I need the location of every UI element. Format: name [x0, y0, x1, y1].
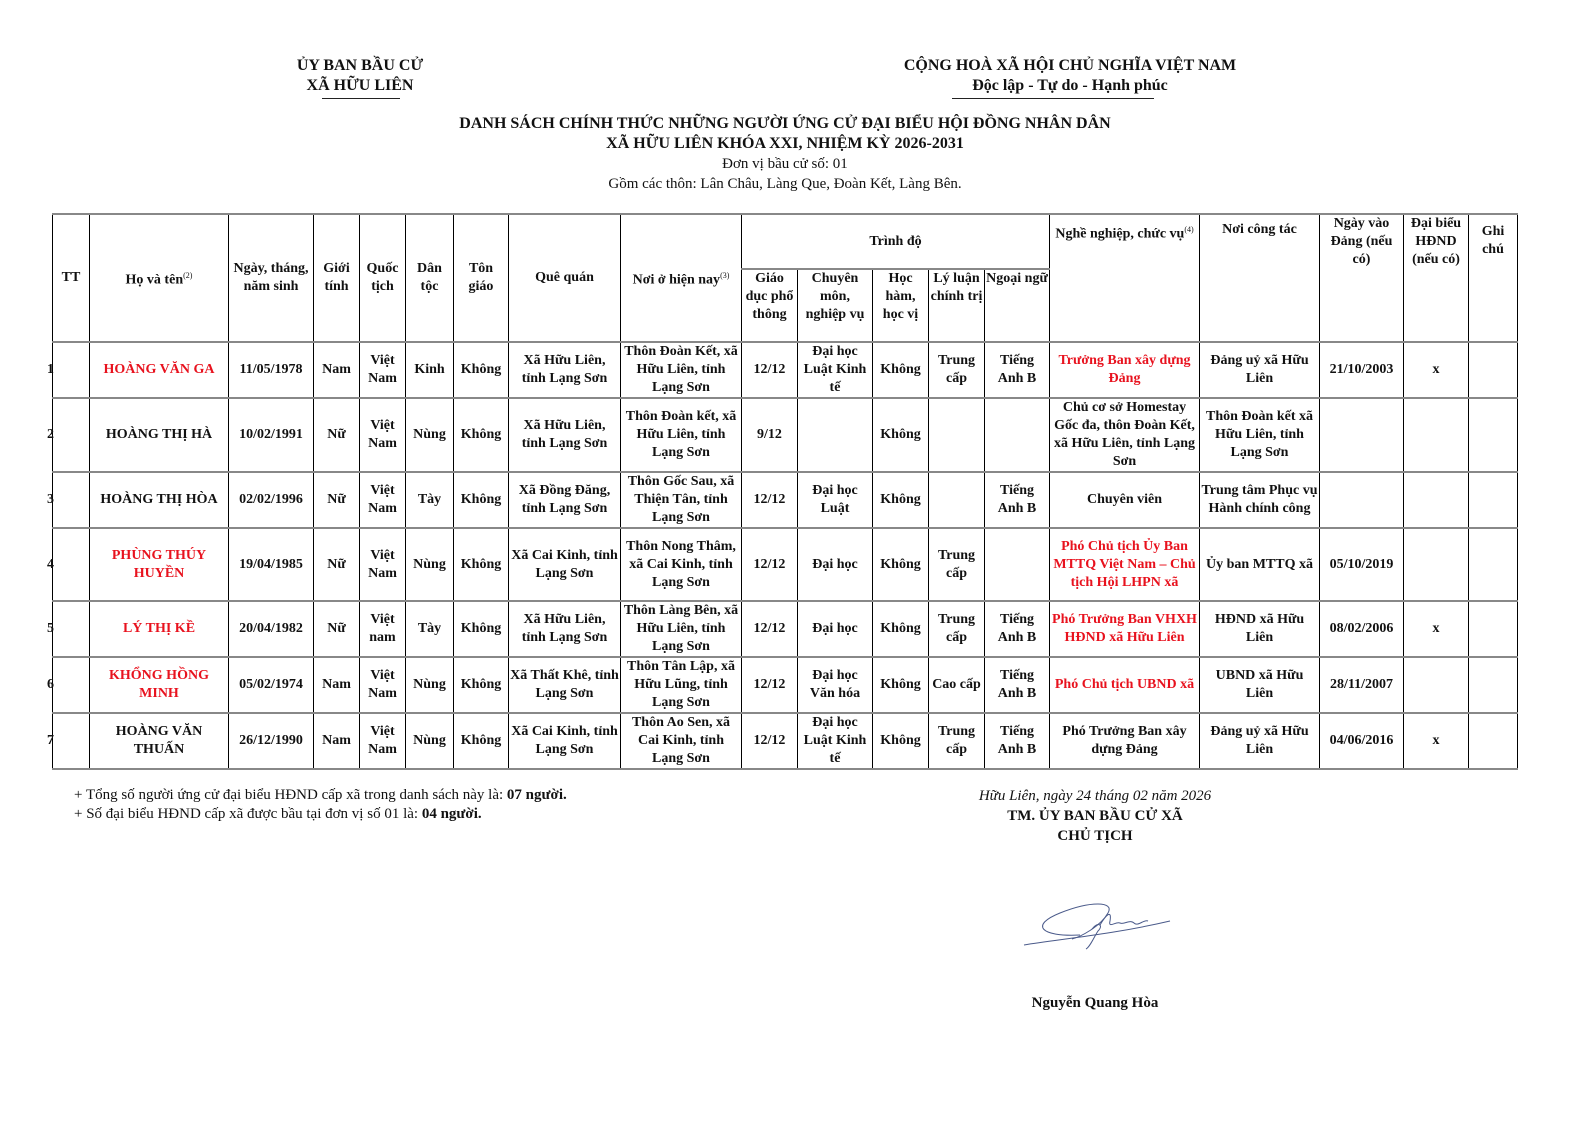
table-row	[53, 398, 1518, 472]
edu-political-cell: Cao cấp	[929, 657, 985, 713]
row-number-cell	[47, 657, 90, 713]
hometown-cell: Xã Đồng Đăng, tỉnh Lạng Sơn	[509, 472, 621, 528]
edu-language-cell: Tiếng Anh B	[985, 472, 1050, 528]
edu-degree-cell: Không	[873, 342, 929, 398]
note-total-text: + Tổng số người ứng cử đại biểu HĐND cấp xã trong danh sách này là:	[74, 787, 507, 803]
ethnicity-cell: Nùng	[406, 657, 454, 713]
party-join-date-cell: 21/10/2003	[1320, 342, 1404, 398]
edu-degree-cell: Không	[873, 601, 929, 657]
gender-cell: Nam	[314, 713, 360, 769]
residence-cell: Thôn Làng Bên, xã Hữu Liên, tỉnh Lạng Sơn	[621, 601, 742, 657]
candidate-name-cell: LÝ THỊ KỀ	[90, 601, 229, 657]
nationality-cell: Việt Nam	[360, 342, 406, 398]
row-number: 7	[47, 733, 54, 748]
edu-political-cell: Trung cấp	[929, 601, 985, 657]
nationality-cell: Việt nam	[360, 601, 406, 657]
signing-role: CHỦ TỊCH	[1057, 828, 1133, 844]
party-join-date-cell: 05/10/2019	[1320, 528, 1404, 601]
religion-cell: Không	[454, 528, 509, 601]
candidate-name-cell: PHÙNG THÚY HUYỀN	[90, 528, 229, 601]
edu-degree-cell: Không	[873, 398, 929, 472]
signer-name: Nguyễn Quang Hòa	[1031, 995, 1159, 1011]
occupation-cell: Phó Chủ tịch Ủy Ban MTTQ Việt Nam – Chủ tịch Hội LHPN xã	[1050, 528, 1200, 601]
nationality-cell: Việt Nam	[360, 528, 406, 601]
candidate-name-cell: HOÀNG VĂN GA	[90, 342, 229, 398]
table-row	[53, 713, 1518, 769]
note-cell	[1469, 472, 1518, 528]
row-number-cell	[47, 398, 90, 472]
ethnicity-cell: Nùng	[406, 528, 454, 601]
workplace-cell: Đảng uỷ xã Hữu Liên	[1200, 713, 1320, 769]
note-cell	[1469, 601, 1518, 657]
religion-cell: Không	[454, 657, 509, 713]
table-row	[53, 342, 1518, 398]
motto: Độc lập - Tự do - Hạnh phúc	[972, 77, 1168, 94]
edu-general-cell: 12/12	[742, 528, 798, 601]
candidate-name-cell: HOÀNG THỊ HÒA	[90, 472, 229, 528]
issuer-block	[250, 56, 470, 96]
issuer-underline	[322, 98, 400, 99]
header-edu-degree: Học hàm, học vị	[873, 269, 929, 342]
edu-degree-cell: Không	[873, 528, 929, 601]
edu-specialty-cell	[798, 398, 873, 472]
edu-degree-cell: Không	[873, 713, 929, 769]
electoral-unit: Đơn vị bầu cử số: 01	[722, 156, 848, 172]
edu-political-cell	[929, 472, 985, 528]
residence-cell: Thôn Đoàn kết, xã Hữu Liên, tỉnh Lạng Sơn	[621, 398, 742, 472]
candidate-table	[47, 213, 1518, 770]
villages: Gồm các thôn: Lân Châu, Làng Que, Đoàn Kết, Làng Bên.	[608, 176, 962, 192]
header-tt: TT	[53, 214, 90, 342]
row-number: 1	[47, 362, 54, 377]
header-residence-label: Nơi ở hiện nay	[632, 272, 721, 288]
ethnicity-cell: Tày	[406, 601, 454, 657]
note-seats-value: 04 người.	[421, 806, 482, 822]
candidate-rows	[47, 342, 1518, 769]
table-row	[53, 472, 1518, 528]
date-of-birth-cell: 26/12/1990	[229, 713, 314, 769]
edu-general-cell: 12/12	[742, 601, 798, 657]
occupation-cell: Trưởng Ban xây dựng Đảng	[1050, 342, 1200, 398]
table-row	[53, 657, 1518, 713]
hometown-cell: Xã Hữu Liên, tỉnh Lạng Sơn	[509, 398, 621, 472]
ethnicity-cell: Tày	[406, 472, 454, 528]
hdnd-member-cell: x	[1404, 713, 1469, 769]
header-dob: Ngày, tháng, năm sinh	[229, 214, 314, 342]
party-join-date-cell: 28/11/2007	[1320, 657, 1404, 713]
row-number-cell	[47, 713, 90, 769]
edu-general-cell: 12/12	[742, 713, 798, 769]
hometown-cell: Xã Thất Khê, tỉnh Lạng Sơn	[509, 657, 621, 713]
residence-cell: Thôn Ao Sen, xã Cai Kinh, tỉnh Lạng Sơn	[621, 713, 742, 769]
hdnd-member-cell	[1404, 398, 1469, 472]
header-occupation-label: Nghề nghiệp, chức vụ	[1055, 226, 1185, 242]
note-total-candidates	[74, 786, 774, 805]
residence-cell: Thôn Gốc Sau, xã Thiện Tân, tỉnh Lạng Sơn	[621, 472, 742, 528]
row-number: 3	[47, 492, 54, 507]
issuer-line2: XÃ HỮU LIÊN	[306, 77, 414, 94]
row-number: 6	[47, 677, 54, 692]
residence-cell: Thôn Tân Lập, xã Hữu Lũng, tỉnh Lạng Sơn	[621, 657, 742, 713]
occupation-cell: Phó Trưởng Ban xây dựng Đảng	[1050, 713, 1200, 769]
nationality-cell: Việt Nam	[360, 657, 406, 713]
residence-cell: Thôn Nong Thâm, xã Cai Kinh, tỉnh Lạng Sơn	[621, 528, 742, 601]
gender-cell: Nữ	[314, 472, 360, 528]
ethnicity-cell: Kinh	[406, 342, 454, 398]
footnote-2: (2)	[183, 270, 193, 280]
ethnicity-cell: Nùng	[406, 713, 454, 769]
date-of-birth-cell: 02/02/1996	[229, 472, 314, 528]
hometown-cell: Xã Cai Kinh, tỉnh Lạng Sơn	[509, 713, 621, 769]
nationality-cell: Việt Nam	[360, 398, 406, 472]
header-ethnicity: Dân tộc	[406, 214, 454, 342]
header-education: Trình độ	[742, 214, 1050, 269]
religion-cell: Không	[454, 398, 509, 472]
religion-cell: Không	[454, 713, 509, 769]
edu-political-cell: Trung cấp	[929, 528, 985, 601]
row-number: 2	[47, 427, 54, 442]
note-cell	[1469, 657, 1518, 713]
note-cell	[1469, 398, 1518, 472]
occupation-cell: Chuyên viên	[1050, 472, 1200, 528]
residence-cell: Thôn Đoàn Kết, xã Hữu Liên, tỉnh Lạng Sơn	[621, 342, 742, 398]
row-number-cell	[47, 528, 90, 601]
workplace-cell: Thôn Đoàn kết xã Hữu Liên, tỉnh Lạng Sơn	[1200, 398, 1320, 472]
date-of-birth-cell: 19/04/1985	[229, 528, 314, 601]
edu-specialty-cell: Đại học	[798, 528, 873, 601]
gender-cell: Nam	[314, 657, 360, 713]
title-line2: XÃ HỮU LIÊN KHÓA XXI, NHIỆM KỲ 2026-2031	[606, 135, 964, 152]
candidate-name-cell: KHỔNG HỒNG MINH	[90, 657, 229, 713]
edu-language-cell: Tiếng Anh B	[985, 601, 1050, 657]
edu-specialty-cell: Đại học Văn hóa	[798, 657, 873, 713]
edu-general-cell: 12/12	[742, 472, 798, 528]
hdnd-member-cell: x	[1404, 342, 1469, 398]
workplace-cell: Ủy ban MTTQ xã	[1200, 528, 1320, 601]
gender-cell: Nam	[314, 342, 360, 398]
header-note: Ghi chú	[1469, 214, 1518, 342]
party-join-date-cell: 04/06/2016	[1320, 713, 1404, 769]
hometown-cell: Xã Hữu Liên, tỉnh Lạng Sơn	[509, 342, 621, 398]
edu-specialty-cell: Đại học Luật	[798, 472, 873, 528]
note-total-value: 07 người.	[506, 787, 567, 803]
edu-language-cell	[985, 528, 1050, 601]
date-of-birth-cell: 11/05/1978	[229, 342, 314, 398]
gender-cell: Nữ	[314, 528, 360, 601]
header-hdnd: Đại biểu HĐND (nếu có)	[1404, 214, 1469, 342]
note-seats-text: + Số đại biểu HĐND cấp xã được bầu tại đơn vị số 01 là:	[74, 806, 422, 822]
table-row	[53, 528, 1518, 601]
religion-cell: Không	[454, 472, 509, 528]
header-gender: Giới tính	[314, 214, 360, 342]
date-of-birth-cell: 20/04/1982	[229, 601, 314, 657]
title-line1: DANH SÁCH CHÍNH THỨC NHỮNG NGƯỜI ỨNG CỬ ĐẠI BIỂU HỘI ĐỒNG NHÂN DÂN	[459, 115, 1111, 132]
edu-language-cell: Tiếng Anh B	[985, 657, 1050, 713]
note-cell	[1469, 342, 1518, 398]
header-name	[90, 214, 229, 342]
edu-degree-cell: Không	[873, 472, 929, 528]
table-row	[53, 601, 1518, 657]
row-number-cell	[47, 601, 90, 657]
header-religion: Tôn giáo	[454, 214, 509, 342]
hdnd-member-cell	[1404, 472, 1469, 528]
occupation-cell: Chủ cơ sở Homestay Gốc đa, thôn Đoàn Kết, xã Hữu Liên, tỉnh Lạng Sơn	[1050, 398, 1200, 472]
occupation-cell: Phó Trưởng Ban VHXH HĐND xã Hữu Liên	[1050, 601, 1200, 657]
hdnd-member-cell	[1404, 657, 1469, 713]
header-residence	[621, 214, 742, 342]
document-subtitle	[300, 154, 1270, 194]
religion-cell: Không	[454, 601, 509, 657]
workplace-cell: Trung tâm Phục vụ Hành chính công	[1200, 472, 1320, 528]
edu-degree-cell: Không	[873, 657, 929, 713]
hdnd-member-cell	[1404, 528, 1469, 601]
row-number-cell	[47, 342, 90, 398]
edu-general-cell: 12/12	[742, 342, 798, 398]
date-of-birth-cell: 05/02/1974	[229, 657, 314, 713]
workplace-cell: Đảng uỷ xã Hữu Liên	[1200, 342, 1320, 398]
issuer-line1: ỦY BAN BẦU CỬ	[296, 57, 424, 74]
candidate-name-cell: HOÀNG THỊ HÀ	[90, 398, 229, 472]
hdnd-member-cell: x	[1404, 601, 1469, 657]
row-number: 5	[47, 621, 54, 636]
date-of-birth-cell: 10/02/1991	[229, 398, 314, 472]
nationality-cell: Việt Nam	[360, 713, 406, 769]
edu-language-cell	[985, 398, 1050, 472]
header-name-label: Họ và tên	[125, 272, 184, 288]
party-join-date-cell: 08/02/2006	[1320, 601, 1404, 657]
party-join-date-cell	[1320, 472, 1404, 528]
edu-specialty-cell: Đại học Luật Kinh tế	[798, 342, 873, 398]
header-workplace: Nơi công tác	[1200, 214, 1320, 342]
party-join-date-cell	[1320, 398, 1404, 472]
document-title	[300, 114, 1270, 154]
edu-political-cell: Trung cấp	[929, 713, 985, 769]
header-edu-language: Ngoại ngữ	[985, 269, 1050, 342]
header-nationality: Quốc tịch	[360, 214, 406, 342]
national-motto-block	[860, 56, 1280, 96]
edu-language-cell: Tiếng Anh B	[985, 342, 1050, 398]
country-name: CỘNG HOÀ XÃ HỘI CHỦ NGHĨA VIỆT NAM	[903, 57, 1237, 74]
edu-political-cell	[929, 398, 985, 472]
religion-cell: Không	[454, 342, 509, 398]
edu-specialty-cell: Đại học Luật Kinh tế	[798, 713, 873, 769]
candidate-name-cell: HOÀNG VĂN THUẤN	[90, 713, 229, 769]
header-occupation	[1050, 214, 1200, 342]
summary-notes	[74, 786, 774, 824]
edu-language-cell: Tiếng Anh B	[985, 713, 1050, 769]
edu-general-cell: 12/12	[742, 657, 798, 713]
nationality-cell: Việt Nam	[360, 472, 406, 528]
signing-org: TM. ỦY BAN BẦU CỬ XÃ	[1007, 808, 1183, 824]
motto-underline	[952, 98, 1154, 99]
header-hometown: Quê quán	[509, 214, 621, 342]
header-edu-specialty: Chuyên môn, nghiệp vụ	[798, 269, 873, 342]
place-date: Hữu Liên, ngày 24 tháng 02 năm 2026	[978, 788, 1212, 804]
edu-specialty-cell: Đại học	[798, 601, 873, 657]
header-party-date: Ngày vào Đảng (nếu có)	[1320, 214, 1404, 342]
hometown-cell: Xã Hữu Liên, tỉnh Lạng Sơn	[509, 601, 621, 657]
row-number-cell	[47, 472, 90, 528]
occupation-cell: Phó Chủ tịch UBND xã	[1050, 657, 1200, 713]
row-number: 4	[47, 556, 54, 572]
note-cell	[1469, 528, 1518, 601]
hometown-cell: Xã Cai Kinh, tỉnh Lạng Sơn	[509, 528, 621, 601]
signature-block	[940, 786, 1250, 846]
ethnicity-cell: Nùng	[406, 398, 454, 472]
edu-general-cell: 9/12	[742, 398, 798, 472]
header-edu-general: Giáo dục phổ thông	[742, 269, 798, 342]
note-cell	[1469, 713, 1518, 769]
note-seats	[74, 805, 774, 824]
footnote-4: (4)	[1184, 225, 1194, 234]
gender-cell: Nữ	[314, 601, 360, 657]
workplace-cell: HĐND xã Hữu Liên	[1200, 601, 1320, 657]
workplace-cell: UBND xã Hữu Liên	[1200, 657, 1320, 713]
header-edu-political: Lý luận chính trị	[929, 269, 985, 342]
edu-political-cell: Trung cấp	[929, 342, 985, 398]
handwritten-signature	[1020, 895, 1180, 955]
gender-cell: Nữ	[314, 398, 360, 472]
footnote-3: (3)	[720, 270, 730, 280]
